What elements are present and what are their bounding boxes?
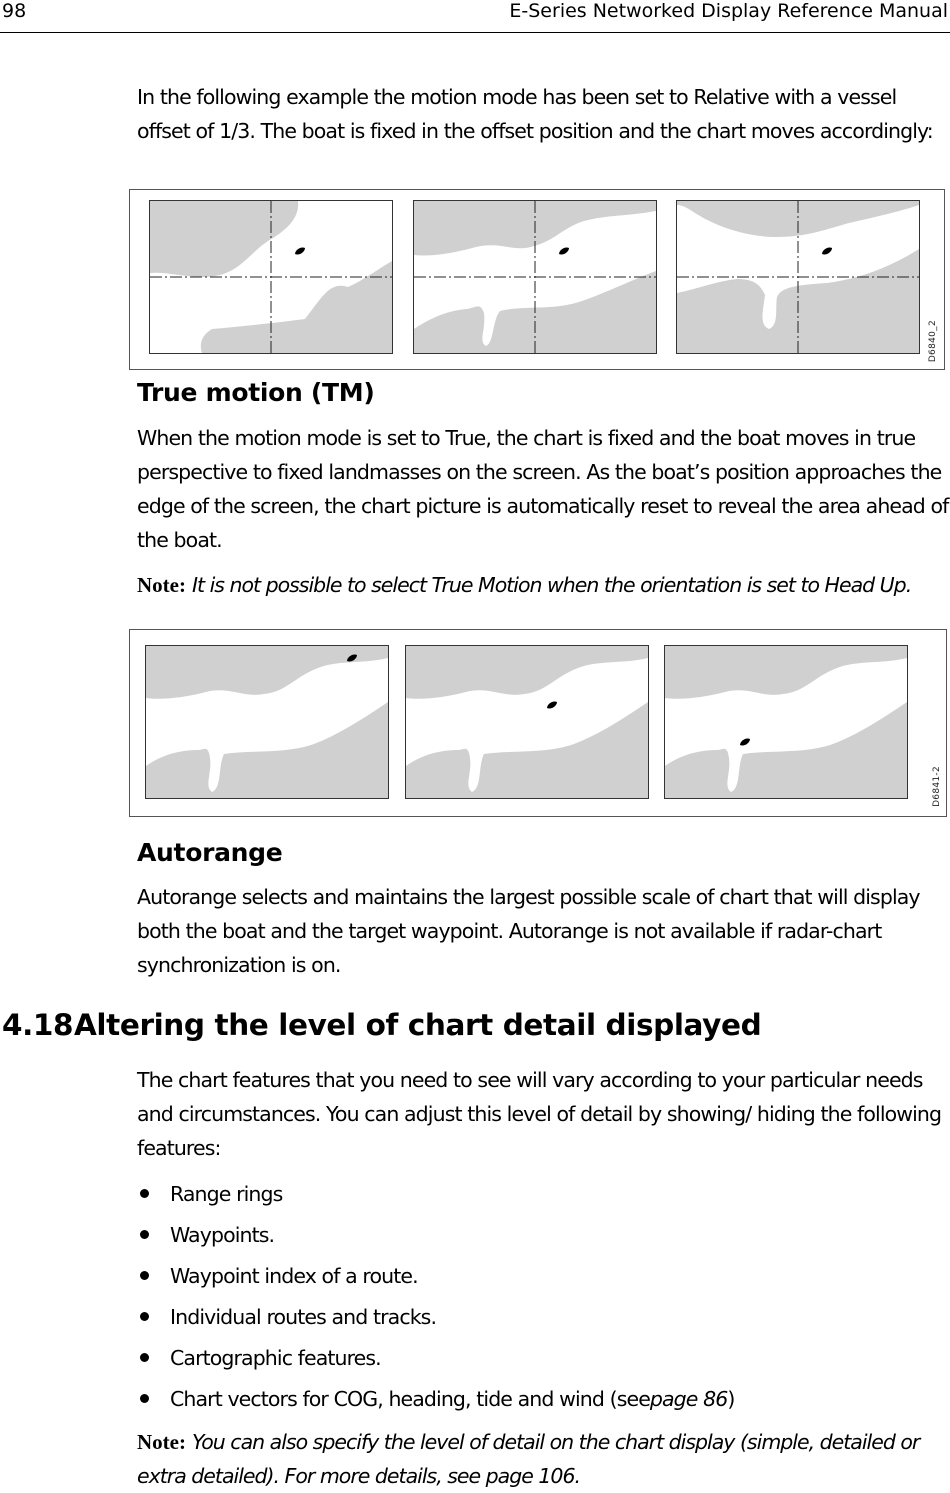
feature-list	[137, 1175, 735, 1421]
true-motion-paragraph: When the motion mode is set to True, the chart is fixed and the boat moves in true perspective to fixed landmasses on the screen. As the boat’s position approaches the edge of the screen, the chart picture is automatically reset to reveal the area ahead of the boat.	[137, 426, 949, 552]
list-item-text: Cartographic features.	[170, 1346, 381, 1370]
figure-code: D6841-2	[932, 766, 942, 807]
chart-panel	[676, 200, 920, 354]
bullet-icon	[140, 1394, 149, 1403]
figure-code: D6840_2	[928, 320, 938, 363]
chapter-heading	[2, 1008, 761, 1042]
relative-motion-figure	[129, 189, 945, 370]
section-heading: Autorange	[137, 838, 283, 867]
chart-panel	[149, 200, 393, 354]
list-item-text: Individual routes and tracks.	[170, 1305, 437, 1329]
list-item	[137, 1298, 735, 1339]
intro-paragraph: In the following example the motion mode has been set to Relative with a vessel offset of 1/3. The boat is fixed in the offset position and the chart moves accordingly:	[137, 85, 933, 143]
list-item-text: Range rings	[170, 1182, 283, 1206]
chart-panel	[413, 200, 657, 354]
boat-icon	[559, 247, 569, 254]
boat-icon	[822, 247, 832, 254]
bullet-icon	[140, 1312, 149, 1321]
bullet-icon	[140, 1271, 149, 1280]
note-text: You can also specify the level of detail on the chart display (simple, detailed or extra detailed). For more details, see page 106.	[137, 1430, 920, 1488]
boat-icon	[547, 701, 557, 708]
bullet-icon	[140, 1353, 149, 1362]
page-number: 98	[2, 0, 27, 22]
true-motion-figure	[129, 629, 947, 817]
chart-panel	[405, 645, 649, 799]
section-number: 4.18	[2, 1008, 74, 1042]
manual-title: E-Series Networked Display Reference Manual	[509, 0, 948, 22]
list-item-text: Waypoints.	[170, 1223, 275, 1247]
list-item	[137, 1216, 735, 1257]
list-item-text: Chart vectors for COG, heading, tide and wind (see	[170, 1387, 650, 1411]
list-item	[137, 1175, 735, 1216]
page-header	[0, 0, 950, 33]
list-item	[137, 1380, 735, 1421]
list-item	[137, 1339, 735, 1380]
chart-panel	[145, 645, 389, 799]
chart-panel	[664, 645, 908, 799]
list-item	[137, 1257, 735, 1298]
boat-icon	[740, 738, 750, 745]
section-paragraph: The chart features that you need to see will vary according to your particular needs and circumstances. You can adjust this level of detail by showing/ hiding the following features:	[137, 1068, 942, 1160]
list-item-text: Waypoint index of a route.	[170, 1264, 418, 1288]
note	[137, 568, 949, 602]
list-item-end: )	[727, 1387, 735, 1411]
boat-icon	[295, 247, 305, 254]
note-label: Note:	[137, 573, 186, 597]
section-heading: True motion (TM)	[137, 378, 375, 407]
note-label: Note:	[137, 1430, 186, 1454]
page-link[interactable]: page 86	[649, 1387, 728, 1411]
autorange-paragraph: Autorange selects and maintains the largest possible scale of chart that will display both the boat and the target waypoint. Autorange is not available if radar-chart synchronization is on.	[137, 885, 920, 977]
section-title: Altering the level of chart detail displayed	[74, 1008, 762, 1042]
note-text: It is not possible to select True Motion when the orientation is set to Head Up.	[191, 573, 912, 597]
note	[137, 1425, 949, 1493]
bullet-icon	[140, 1189, 149, 1198]
bullet-icon	[140, 1230, 149, 1239]
